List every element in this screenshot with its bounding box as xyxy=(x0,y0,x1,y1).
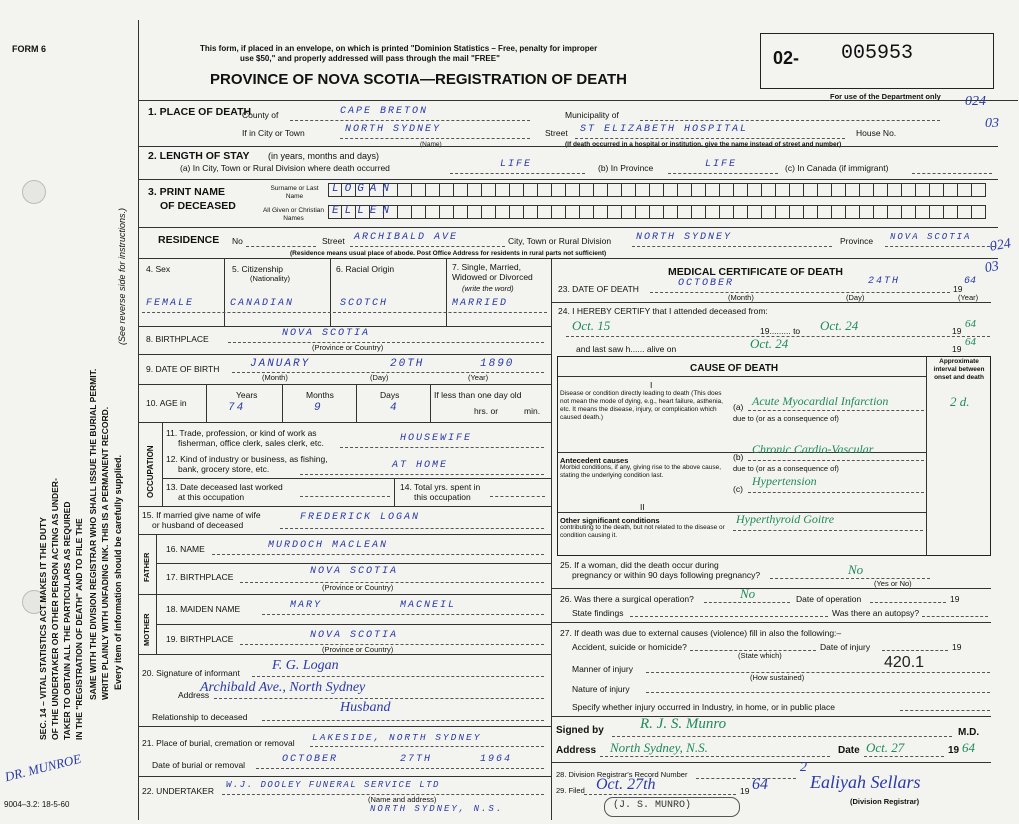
informant-rel: Husband xyxy=(340,700,391,715)
rule-spouse-top xyxy=(138,506,551,507)
med-address: North Sydney, N.S. xyxy=(610,740,708,755)
registration-number-box xyxy=(760,33,994,89)
s1-hospital-note: (If death occurred in a hospital or institution, give the name instead of street and number) xyxy=(565,141,842,148)
res-prov-line xyxy=(885,246,995,247)
s1-street-label: Street xyxy=(545,128,568,138)
personal-value-line xyxy=(142,312,547,313)
med-address-label: Address xyxy=(556,745,597,756)
burial-date-label: Date of burial or removal xyxy=(152,760,246,770)
rule-informant-top xyxy=(138,654,551,655)
col-div-1 xyxy=(224,258,225,326)
how-sustained: (How sustained) xyxy=(750,673,805,682)
months-label: Months xyxy=(306,390,334,400)
dod-day-caption: (Day) xyxy=(846,293,865,302)
rule-q26-top xyxy=(551,588,991,589)
print-code: 9004–3.2: 18-5-60 xyxy=(4,800,70,809)
rule-age-top xyxy=(138,384,551,385)
cause-header: CAUSE OF DEATH xyxy=(690,363,779,374)
res-prov: NOVA SCOTIA xyxy=(890,232,972,242)
q25-label-1: 25. If a woman, did the death occur during xyxy=(560,560,719,570)
spouse-line xyxy=(280,528,544,529)
rule-mother-top xyxy=(138,594,551,595)
father-bp-sub: (Province or Country) xyxy=(322,583,394,592)
other-value: Hyperthyroid Goitre xyxy=(736,512,835,526)
other-label: Other significant conditions xyxy=(560,516,660,525)
wife-label-1: 15. If married give name of wife xyxy=(142,510,261,520)
age-div-4 xyxy=(430,384,431,422)
dob-day-caption: (Day) xyxy=(370,373,389,382)
cause-a-label: (a) xyxy=(733,402,744,412)
mother-side-label: MOTHER xyxy=(142,613,151,646)
filed-yr-value: 64 xyxy=(752,776,768,793)
filed-line xyxy=(584,794,736,795)
injury-date-label: Date of injury xyxy=(820,642,871,652)
rule-registrar-top xyxy=(551,762,991,763)
marital-value: MARRIED xyxy=(452,298,509,309)
s2-b-line xyxy=(668,173,778,174)
punch-hole-top xyxy=(22,180,46,204)
mother-bp-label: 19. BIRTHPLACE xyxy=(166,634,234,644)
registrar-signature: Ealiyah Sellars xyxy=(810,772,921,792)
trade-label-2: fisherman, office clerk, sales clerk, etc. xyxy=(178,438,324,448)
informant-rel-label: Relationship to deceased xyxy=(152,712,248,722)
col-div-2 xyxy=(330,258,331,326)
side-text-5: SAME WITH THE DIVISION REGISTRAR WHO SHALL ISSUE THE BURIAL PERMIT. xyxy=(88,368,98,700)
father-side-label: FATHER xyxy=(142,552,151,582)
registrar-stamp xyxy=(604,797,740,817)
disease-label: Disease or condition directly leading to death (This does not mean the mode of dying, e.g., heart failure, asthenia, etc. It means the disease, injury, or complication which caused death.) xyxy=(560,390,723,421)
s1-county-line xyxy=(290,120,530,121)
side-text-4: IN THE "REGISTRATION OF DEATH" AND TO FILE THE xyxy=(74,518,84,740)
s2-a-label: (a) In City, Town or Rural Division where death occurred xyxy=(180,163,390,173)
s1-city-line xyxy=(340,138,530,139)
min-label: min. xyxy=(524,406,541,416)
res-city-line xyxy=(632,246,832,247)
other-sub: contributing to the death, but not related to the disease or condition causing it. xyxy=(560,524,725,539)
dod-label: 23. DATE OF DEATH xyxy=(558,284,639,294)
res-note: (Residence means usual place of abode. Post Office Address for residents in rural parts not sufficient) xyxy=(290,250,607,257)
other-line xyxy=(733,530,923,531)
form-number: FORM 6 xyxy=(12,44,47,54)
signed-value: R. J. S. Munro xyxy=(640,716,727,732)
occ-side-label: OCCUPATION xyxy=(146,445,155,498)
autopsy-line xyxy=(922,616,988,617)
injury-date-yr: 19 xyxy=(952,642,962,652)
ind-value: AT HOME xyxy=(392,460,449,471)
age-div-3 xyxy=(356,384,357,422)
nature-label: Nature of injury xyxy=(572,684,630,694)
years-value: 74 xyxy=(228,402,246,414)
interval-header: Approximate interval between onset and death xyxy=(933,358,985,381)
s1-street: ST ELIZABETH HOSPITAL xyxy=(580,124,749,135)
s1-house-label: House No. xyxy=(856,128,897,138)
specify-line xyxy=(900,710,990,711)
q25-label-2: pregnancy or within 90 days following pregnancy? xyxy=(572,570,761,580)
cause-c-label: (c) xyxy=(733,484,743,494)
med-date-label: Date xyxy=(838,745,860,756)
burial-label: 21. Place of burial, cremation or removal xyxy=(142,738,295,748)
bp-sub: (Province or Country) xyxy=(312,343,384,352)
notice-line-2: use $50," and properly addressed will pass through the mail "FREE" xyxy=(240,54,500,63)
signed-label: Signed by xyxy=(556,725,604,736)
side-text-6: WRITE PLAINLY WITH UNFADING INK. THIS IS A PERMANENT RECORD. xyxy=(100,406,110,700)
trade-value: HOUSEWIFE xyxy=(400,433,473,444)
ind-label-1: 12. Kind of industry or business, as fishing, xyxy=(166,454,328,464)
s2-c-label: (c) In Canada (if immigrant) xyxy=(785,163,889,173)
filed-yr: 19 xyxy=(740,786,750,796)
lt-day-label: If less than one day old xyxy=(434,390,522,400)
residence-label: RESIDENCE xyxy=(158,234,220,246)
age-label: 10. AGE in xyxy=(146,398,187,408)
rule-res-top xyxy=(138,227,998,228)
interval-col-div xyxy=(926,356,927,556)
margin-note: DR. MUNROE xyxy=(3,750,83,785)
last-worked-label-1: 13. Date deceased last worked xyxy=(166,482,283,492)
attend-yr1-value: 64 xyxy=(965,318,976,330)
occ-14-div xyxy=(394,478,395,506)
bp-value: NOVA SCOTIA xyxy=(282,328,371,339)
s2-c-line xyxy=(912,173,992,174)
interval-a: 2 d. xyxy=(950,394,970,409)
undertaker-addr: NORTH SYDNEY, N.S. xyxy=(370,804,504,814)
sex-value: FEMALE xyxy=(146,298,195,309)
s3-given-label: All Given or Christian Names xyxy=(262,207,325,222)
undertaker-label: 22. UNDERTAKER xyxy=(142,786,214,796)
med-date-yr: 19 xyxy=(948,745,960,756)
res-no-line xyxy=(246,246,316,247)
informant-addr: Archibald Ave., North Sydney xyxy=(200,680,366,695)
burial-month: OCTOBER xyxy=(282,754,339,765)
nature-line xyxy=(646,692,990,693)
q26-line xyxy=(704,602,790,603)
dob-year-caption: (Year) xyxy=(468,373,489,382)
s3-given: ELLEN xyxy=(332,205,396,217)
total-yrs-label-2: this occupation xyxy=(414,492,471,502)
dod-day: 24TH xyxy=(868,276,901,287)
recno-value: 2 xyxy=(800,760,807,775)
age-div-1 xyxy=(206,384,207,422)
last-seen-yr-value: 64 xyxy=(965,336,976,348)
medical-title: MEDICAL CERTIFICATE OF DEATH xyxy=(668,266,843,278)
cause-c: Hypertension xyxy=(752,474,817,488)
father-name: MURDOCH MACLEAN xyxy=(268,540,389,551)
s1-city-label: If in City or Town xyxy=(242,128,305,138)
dob-year: 1890 xyxy=(480,358,515,370)
dod-line xyxy=(650,292,950,293)
yes-no-caption: (Yes or No) xyxy=(874,579,912,588)
total-yrs-line xyxy=(490,496,545,497)
s3-surname: LOGAN xyxy=(332,183,396,195)
s2-sub: (in years, months and days) xyxy=(268,151,380,161)
race-label: 6. Racial Origin xyxy=(336,264,395,274)
last-seen-yr: 19 xyxy=(952,344,962,354)
undertaker-value: W.J. DOOLEY FUNERAL SERVICE LTD xyxy=(226,780,440,790)
reg-prefix: 02- xyxy=(773,48,800,68)
rule-undertaker-top xyxy=(138,776,551,777)
s1-county-label: County of xyxy=(242,110,279,120)
roman-1: I xyxy=(650,380,653,390)
med-address-line xyxy=(600,756,830,757)
findings-label: State findings xyxy=(572,608,624,618)
med-date-yr-value: 64 xyxy=(962,740,975,755)
bp-line xyxy=(228,342,544,343)
father-name-label: 16. NAME xyxy=(166,544,205,554)
col-div-3 xyxy=(446,258,447,326)
certify-label: 24. I HEREBY CERTIFY that I attended deceased from: xyxy=(558,306,768,316)
burial-day: 27TH xyxy=(400,754,433,765)
reg-number: 005953 xyxy=(841,42,914,65)
s1-municipality-line xyxy=(640,120,940,121)
s1-label: 1. PLACE OF DEATH xyxy=(148,106,252,118)
side-text-7: Every item of information should be carefully supplied. xyxy=(113,454,123,690)
rule-occ-top xyxy=(138,422,551,423)
side-text-8: (See reverse side for instructions.) xyxy=(117,207,127,345)
wife-label-2: or husband of deceased xyxy=(152,520,244,530)
s1-municipality-label: Municipality of xyxy=(565,110,619,120)
mother-bp-sub: (Province or Country) xyxy=(322,645,394,654)
s3-label-2: OF DECEASED xyxy=(160,200,236,212)
filed-value: Oct. 27th xyxy=(596,776,656,793)
occ-side-div xyxy=(162,422,163,506)
sex-label: 4. Sex xyxy=(146,264,171,274)
side-text-3: TAKER TO OBTAIN ALL THE PARTICULARS AS REQUIRED xyxy=(62,501,72,740)
cause-a-line xyxy=(748,410,924,411)
s2-b: LIFE xyxy=(705,159,738,170)
q26-label: 26. Was there a surgical operation? xyxy=(560,594,694,604)
bp-label: 8. BIRTHPLACE xyxy=(146,334,209,344)
ante-label: Antecedent causes xyxy=(560,456,629,465)
side-text-2: OF THE UNDERTAKER OR OTHER PERSON ACTING AS UNDER- xyxy=(50,478,60,740)
attend-to: Oct. 24 xyxy=(820,318,859,333)
dod-month-caption: (Month) xyxy=(728,293,754,302)
informant-addr-line xyxy=(214,698,544,699)
father-name-line xyxy=(212,554,544,555)
marital-label: 7. Single, Married, Widowed or Divorced xyxy=(452,262,533,282)
due-to-2: due to (or as a consequence of) xyxy=(733,464,839,473)
marital-sub: (write the word) xyxy=(462,284,514,293)
s1-street-line xyxy=(575,138,845,139)
mother-name-2: MACNEIL xyxy=(400,600,457,611)
burial-date-line xyxy=(256,768,544,769)
cause-b: Chronic Cardio-Vascular xyxy=(752,442,874,456)
burial-year: 1964 xyxy=(480,754,513,765)
informant-sig: F. G. Logan xyxy=(272,658,339,673)
manner-line xyxy=(646,672,990,673)
notice-line-1: This form, if placed in an envelope, on which is printed "Dominion Statistics – Free, penalty for improper xyxy=(200,44,598,53)
specify-label: Specify whether injury occurred in Industry, in home, or in public place xyxy=(572,702,835,712)
rule-certify-top xyxy=(551,302,991,303)
dept-use: For use of the Department only xyxy=(830,92,941,101)
s1-county: CAPE BRETON xyxy=(340,106,429,117)
q26-value: No xyxy=(740,586,756,601)
rule-father-top xyxy=(138,534,551,535)
rule-s3-top xyxy=(138,179,998,180)
side-text-1: SEC. 14 – VITAL STATISTICS ACT MAKES IT THE DUTY xyxy=(38,517,48,740)
due-to-1: due to (or as a consequence of) xyxy=(733,414,839,423)
ante-sub: Morbid conditions, if any, giving rise to the above cause, stating the underlying condition last. xyxy=(560,464,722,479)
cause-b-label: (b) xyxy=(733,452,744,462)
q25-value: No xyxy=(848,562,864,577)
age-div-2 xyxy=(282,384,283,422)
attend-from: Oct. 15 xyxy=(572,318,611,333)
cit-value: CANADIAN xyxy=(230,298,295,309)
burial-value: LAKESIDE, NORTH SYDNEY xyxy=(312,732,482,743)
dob-month: JANUARY xyxy=(250,358,311,370)
recno-label: 28. Division Registrar's Record Number xyxy=(556,770,688,779)
code-2: 03 xyxy=(985,116,999,131)
rule-dob-top xyxy=(138,354,551,355)
med-date: Oct. 27 xyxy=(866,740,905,755)
informant-sig-label: 20. Signature of informant xyxy=(142,668,240,678)
cause-code: 420.1 xyxy=(884,654,925,671)
ind-line xyxy=(300,474,544,475)
form-title: PROVINCE OF NOVA SCOTIA—REGISTRATION OF DEATH xyxy=(210,71,627,88)
res-prov-label: Province xyxy=(840,236,874,246)
attend-to-label: 19......... to xyxy=(760,326,801,336)
injury-date-line xyxy=(882,650,948,651)
undertaker-sub: (Name and address) xyxy=(368,795,437,804)
s2-b-label: (b) In Province xyxy=(598,163,654,173)
days-value: 4 xyxy=(390,402,399,414)
state-which: (State which) xyxy=(738,651,782,660)
mother-name-1: MARY xyxy=(290,600,323,611)
last-seen: Oct. 24 xyxy=(750,336,789,351)
s3-label-1: 3. PRINT NAME xyxy=(148,186,226,198)
surname-grid xyxy=(328,183,986,197)
op-date-yr: 19 xyxy=(950,594,960,604)
dob-month-caption: (Month) xyxy=(262,373,288,382)
autopsy-label: Was there an autopsy? xyxy=(832,608,920,618)
roman-2: II xyxy=(640,502,645,512)
mother-name-line xyxy=(262,614,544,615)
code-3: 024 xyxy=(988,236,1013,255)
res-city: NORTH SYDNEY xyxy=(636,232,733,243)
s1-name-caption: (Name) xyxy=(420,141,442,148)
s2-label: 2. LENGTH OF STAY xyxy=(148,150,250,162)
manner-label: Manner of injury xyxy=(572,664,633,674)
attend-yr1: 19 xyxy=(952,326,962,336)
father-bp-label: 17. BIRTHPLACE xyxy=(166,572,234,582)
last-worked-label-2: at this occupation xyxy=(178,492,245,502)
cause-b-line xyxy=(748,460,924,461)
q27-label: 27. If death was due to external causes (violence) fill in also the following:– xyxy=(560,628,842,638)
informant-sig-line xyxy=(252,676,544,677)
rule-s2-top xyxy=(138,146,998,147)
code-4: 03 xyxy=(983,258,1001,277)
dod-year-prefix: 19 xyxy=(953,284,963,294)
res-street-line xyxy=(350,246,505,247)
dod-year-caption: (Year) xyxy=(958,293,979,302)
burial-line xyxy=(310,746,544,747)
op-date-label: Date of operation xyxy=(796,594,862,604)
cit-sub: (Nationality) xyxy=(250,274,291,283)
res-city-label: City, Town or Rural Division xyxy=(508,236,612,246)
registrar-stamp-text: (J. S. MUNRO) xyxy=(613,800,692,811)
dob-day: 20TH xyxy=(390,358,425,370)
spouse-value: FREDERICK LOGAN xyxy=(300,512,421,523)
rule-father-mid xyxy=(156,563,551,564)
signed-line xyxy=(612,736,952,737)
rule-personal-top xyxy=(138,258,998,259)
res-no-label: No xyxy=(232,236,243,246)
mother-bp: NOVA SCOTIA xyxy=(310,630,399,641)
s2-a-line xyxy=(450,173,585,174)
trade-line xyxy=(340,447,544,448)
hrs-label: hrs. or xyxy=(474,406,499,416)
form-left-border xyxy=(138,20,139,820)
last-worked-line xyxy=(300,496,390,497)
rule-burial-top xyxy=(138,726,551,727)
race-value: SCOTCH xyxy=(340,298,389,309)
res-street-label: Street xyxy=(322,236,345,246)
md-label: M.D. xyxy=(958,727,980,738)
op-date-line xyxy=(870,602,946,603)
code-1: 024 xyxy=(965,94,986,109)
res-street: ARCHIBALD AVE xyxy=(354,232,459,243)
dob-label: 9. DATE OF BIRTH xyxy=(146,364,220,374)
mother-name-label: 18. MAIDEN NAME xyxy=(166,604,241,614)
given-grid xyxy=(328,205,986,219)
findings-line xyxy=(630,616,828,617)
dod-month: OCTOBER xyxy=(678,278,735,289)
trade-label-1: 11. Trade, profession, or kind of work as xyxy=(166,428,317,438)
filed-label: 29. Filed xyxy=(556,786,585,795)
s1-city: NORTH SYDNEY xyxy=(345,124,442,135)
s3-surname-label: Surname or Last Name xyxy=(270,185,319,200)
med-date-line xyxy=(864,756,944,757)
cit-label: 5. Citizenship xyxy=(232,264,284,274)
rule-bp-top xyxy=(138,326,551,327)
rule-q27-top xyxy=(551,622,991,623)
years-label: Years xyxy=(236,390,258,400)
father-bp: NOVA SCOTIA xyxy=(310,566,399,577)
days-label: Days xyxy=(380,390,400,400)
rule-cause-hdr xyxy=(558,376,926,377)
accident-label: Accident, suicide or homicide? xyxy=(572,642,687,652)
registrar-caption: (Division Registrar) xyxy=(850,797,920,806)
informant-addr-label: Address xyxy=(178,690,210,700)
center-divider xyxy=(551,258,552,820)
rule-mother-mid xyxy=(156,624,551,625)
rule-signed-top xyxy=(551,716,991,717)
dod-year: 64 xyxy=(964,276,977,287)
informant-rel-line xyxy=(262,720,544,721)
cause-a: Acute Myocardial Infarction xyxy=(752,394,889,408)
rule-occ-mid xyxy=(162,478,551,479)
months-value: 9 xyxy=(314,402,323,414)
rule-s1-top xyxy=(138,100,1018,101)
recno-line xyxy=(696,778,796,779)
s2-a: LIFE xyxy=(500,159,533,170)
total-yrs-label-1: 14. Total yrs. spent in xyxy=(400,482,481,492)
cause-c-line xyxy=(748,492,924,493)
ind-label-2: bank, grocery store, etc. xyxy=(178,464,270,474)
last-seen-label: and last saw h...... alive on xyxy=(576,344,677,354)
